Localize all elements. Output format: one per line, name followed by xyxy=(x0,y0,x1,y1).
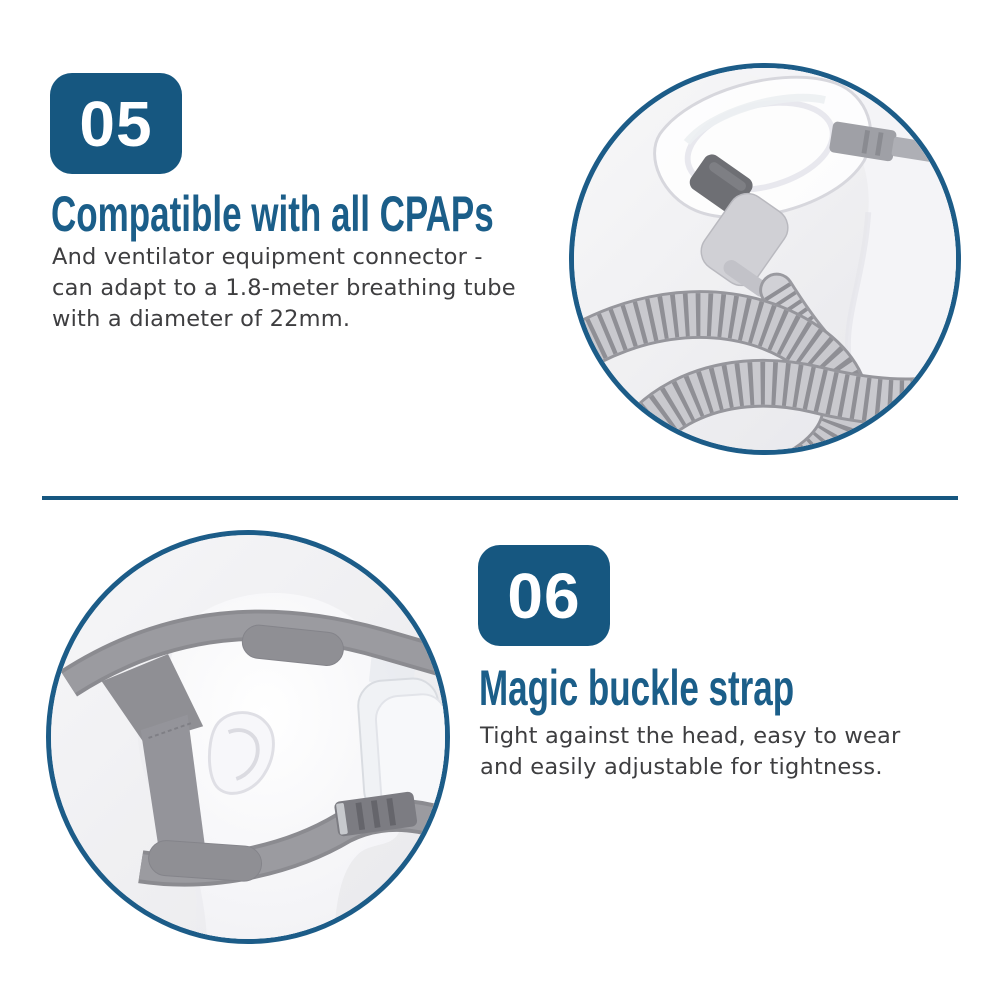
feature-heading-06: Magic buckle strap xyxy=(479,660,795,716)
feature-body-06 xyxy=(480,721,900,783)
breathing-tube-graphic xyxy=(574,68,956,450)
feature-body-line: and easily adjustable for tightness. xyxy=(480,754,883,780)
feature-body-line: can adapt to a 1.8-meter breathing tube xyxy=(52,275,516,301)
cpap-mask-breathing-tube-photo xyxy=(569,63,961,455)
feature-body-line: with a diameter of 22mm. xyxy=(52,306,351,332)
feature-number-badge-05: 05 xyxy=(50,73,182,174)
feature-number-badge-06: 06 xyxy=(478,545,610,646)
feature-heading-05: Compatible with all CPAPs xyxy=(51,186,494,242)
feature-body-05 xyxy=(52,242,516,335)
section-divider xyxy=(42,496,958,500)
feature-body-line: And ventilator equipment connector - xyxy=(52,244,483,270)
feature-body-line: Tight against the head, easy to wear xyxy=(480,723,901,749)
headgear-strap-graphic xyxy=(51,535,445,939)
mannequin-headgear-strap-photo xyxy=(46,530,450,944)
